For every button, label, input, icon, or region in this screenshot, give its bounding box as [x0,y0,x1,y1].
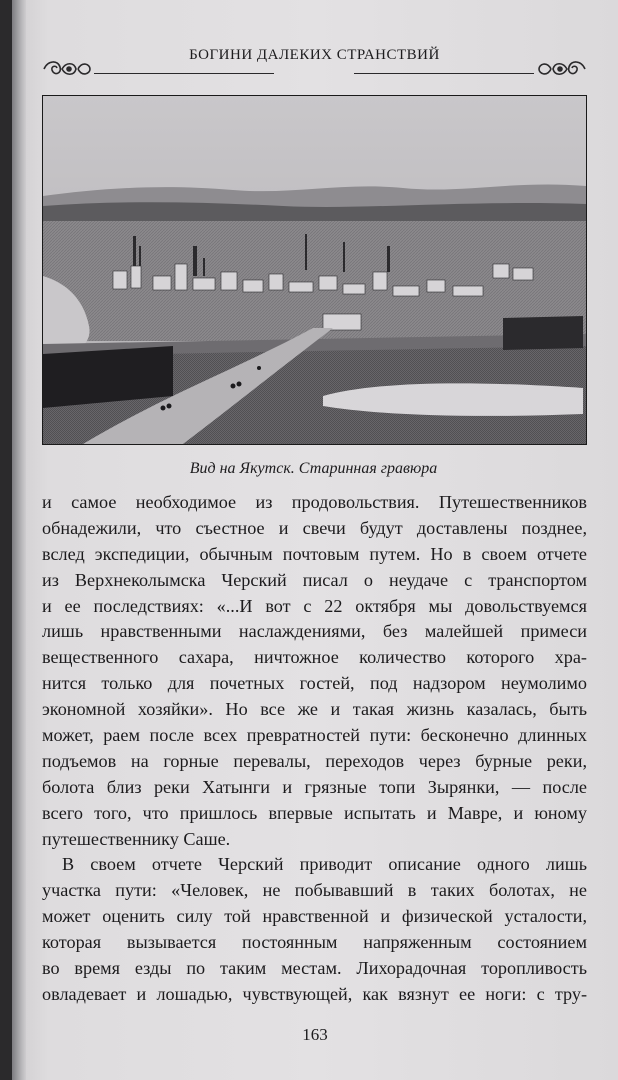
text-line: экономной хозяйки». Но все же и такая жизнь казалась, быть [42,699,587,720]
text-line: путешественнику Саше. [42,828,231,849]
text-line: во время езды по таким местам. Лихорадочная торопливость [42,958,587,979]
text-line: В своем отчете Черский приводит описание одного лишь [62,854,587,875]
text-line: может, раем после всех превратностей пути: бесконечно длинных [42,725,587,746]
text-line: и самое необходимое из продовольствия. Путешественников [42,492,587,512]
right-ornament-icon [537,58,587,80]
text-line: всего того, что пришлось впервые испытать и Мавре, и юному [42,802,587,823]
text-line: из Верхнеколымска Черский писал о неудаче с транспортом [42,569,587,590]
text-line: подъемов на горные перевалы, переходов через бурные реки, [42,750,587,771]
text-line: и ее последствиях: «...И вот с 22 октября мы довольствуемся [42,595,587,616]
text-line: может оценить силу той нравственной и физической усталости, [42,906,587,927]
text-line: вещественного сахара, ничтожное количество которого хра- [42,647,587,668]
text-line: болота близ реки Хатынги и грязные топи Зырянки, — после [42,776,587,797]
header-rule-left [94,73,274,74]
book-page [12,0,618,1080]
running-header [42,44,587,78]
book-spine-shadow [12,0,26,1080]
text-line: которая вызывается постоянным напряженным состоянием [42,932,587,953]
text-line: обнадежили, что съестное и свечи будут доставлены позднее, [42,517,587,538]
text-line: участка пути: «Человек, не побывавший в таких болотах, не [42,880,587,901]
header-rule-right [354,73,534,74]
text-line: вслед экспедиции, обычным почтовым путем. Но в своем отчете [42,543,587,564]
body-text [42,490,587,1008]
yakutsk-engraving-illustration [42,95,587,445]
running-title: БОГИНИ ДАЛЕКИХ СТРАНСТВИЙ [189,47,440,63]
text-line: овладевает и лошадью, чувствующей, как вязнут ее ноги: с тру- [42,983,587,1004]
text-line: нится только для почетных гостей, под надзором неумолимо [42,673,587,694]
text-line: лишь нравственными наслаждениями, без малейшей примеси [42,621,587,642]
figure-caption: Вид на Якутск. Старинная гравюра [189,460,438,477]
page-number: 163 [302,1025,328,1044]
